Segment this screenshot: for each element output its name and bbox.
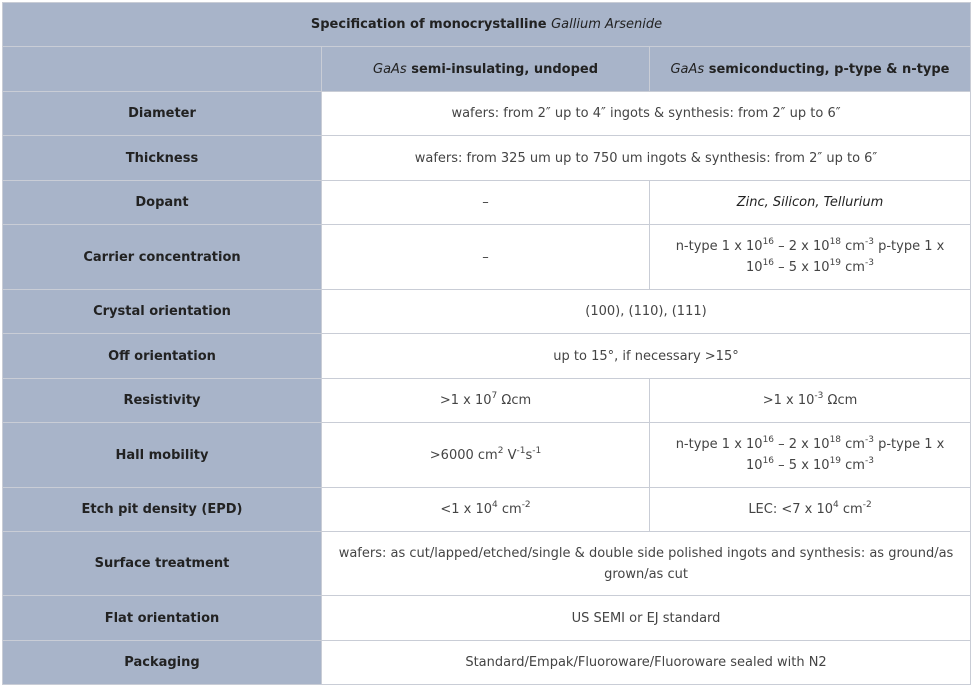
row-value: wafers: from 325 um up to 750 um ingots & synthesis: from 2″ up to 6″ xyxy=(322,136,971,181)
row-value: Standard/Empak/Fluoroware/Fluoroware sealed with N2 xyxy=(322,641,971,685)
row-label: Surface treatment xyxy=(3,532,322,596)
table-row xyxy=(3,136,971,181)
row-value: (100), (110), (111) xyxy=(322,290,971,334)
row-label: Dopant xyxy=(3,181,322,225)
column-header-material: GaAs xyxy=(670,61,705,77)
title-material: Gallium Arsenide xyxy=(551,17,663,32)
table-row xyxy=(3,641,971,685)
column-header-material: GaAs xyxy=(373,61,407,77)
row-value: up to 15°, if necessary >15° xyxy=(322,334,971,379)
row-label: Hall mobility xyxy=(3,423,322,488)
row-label: Resistivity xyxy=(3,379,322,423)
column-header-text: semi-insulating, undoped xyxy=(406,61,598,77)
row-value-semi-insulating: >1 x $10^7$ Ωcm xyxy=(322,379,650,423)
table-row xyxy=(3,181,971,225)
title-row xyxy=(3,3,971,47)
row-value-semi-insulating: – xyxy=(322,181,650,225)
spec-table-container xyxy=(2,2,970,685)
table-title xyxy=(3,3,971,47)
spec-table xyxy=(2,2,971,685)
row-label: Etch pit density (EPD) xyxy=(3,488,322,532)
table-row xyxy=(3,532,971,596)
row-label: Flat orientation xyxy=(3,596,322,641)
table-row xyxy=(3,225,971,290)
column-header-semiconducting xyxy=(650,47,971,92)
column-header-text: semiconducting, p-type & n-type xyxy=(704,61,950,77)
row-value: wafers: as cut/lapped/etched/single & double side polished ingots and synthesis: as ground/as grown/as cut xyxy=(322,532,971,596)
table-row xyxy=(3,596,971,641)
row-value-semiconducting: n-type 1 x $10^{16} - 2$ x $10^{18}$ $cm^{-3}$ p-type 1 x $10^{16} - 5$ x $10^{19}$ $cm^{-3}$ xyxy=(650,225,971,290)
table-row xyxy=(3,488,971,532)
row-label: Crystal orientation xyxy=(3,290,322,334)
row-value-semiconducting: Zinc, Silicon, Tellurium xyxy=(650,181,971,225)
column-header-row xyxy=(3,47,971,92)
corner-cell xyxy=(3,47,322,92)
table-row xyxy=(3,379,971,423)
column-header-semi-insulating xyxy=(322,47,650,92)
row-value-semi-insulating: >6000 $cm^2$ $V^{-1}s^{-1}$ xyxy=(322,423,650,488)
row-value: wafers: from 2″ up to 4″ ingots & synthesis: from 2″ up to 6″ xyxy=(322,92,971,136)
table-row xyxy=(3,92,971,136)
row-value-semi-insulating: <1 x $10^4$ $cm^{-2}$ xyxy=(322,488,650,532)
row-label: Carrier concentration xyxy=(3,225,322,290)
row-value-semiconducting: >1 x $10^{-3}$ Ωcm xyxy=(650,379,971,423)
row-value: US SEMI or EJ standard xyxy=(322,596,971,641)
title-text: Specification of monocrystalline xyxy=(310,17,552,32)
row-label: Off orientation xyxy=(3,334,322,379)
row-value-semiconducting: LEC: <7 x $10^4$ $cm^{-2}$ xyxy=(650,488,971,532)
table-row xyxy=(3,290,971,334)
row-label: Diameter xyxy=(3,92,322,136)
table-row xyxy=(3,334,971,379)
row-label: Packaging xyxy=(3,641,322,685)
row-value-semi-insulating: – xyxy=(322,225,650,290)
table-row xyxy=(3,423,971,488)
row-value-semiconducting: n-type 1 x $10^{16} - 2$ x $10^{18}$ $cm^{-3}$ p-type 1 x $10^{16} - 5$ x $10^{19}$ $cm^{-3}$ xyxy=(650,423,971,488)
row-label: Thickness xyxy=(3,136,322,181)
